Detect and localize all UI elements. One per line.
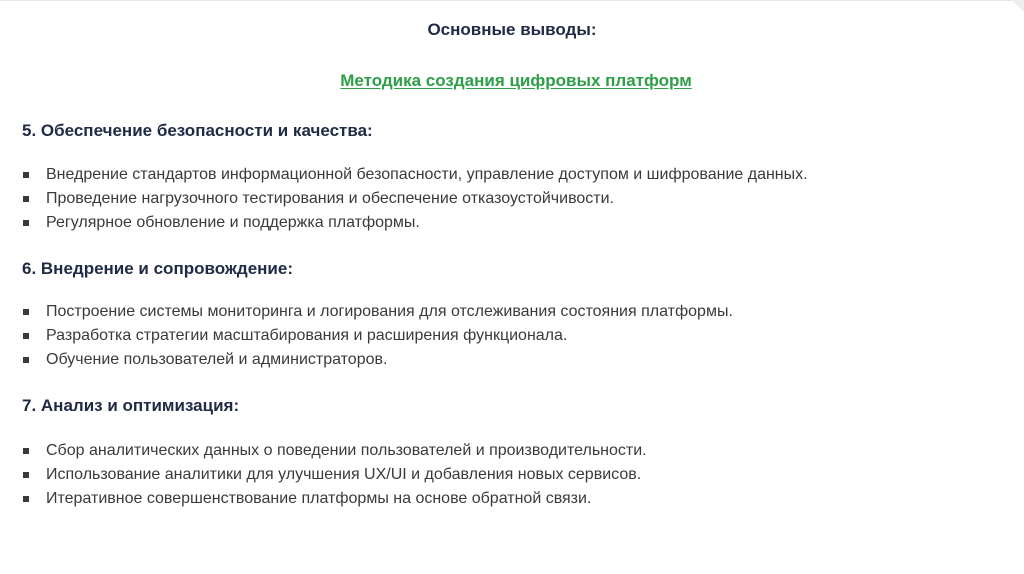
list-item [22, 163, 808, 187]
square-bullet-icon [23, 472, 29, 478]
list-item-text: Сбор аналитических данных о поведении пользователей и производительности. [46, 442, 647, 459]
list-item [22, 187, 808, 211]
list-item [22, 463, 647, 487]
bullet-list-analysis [22, 439, 647, 511]
square-bullet-icon [23, 220, 29, 226]
list-item-text: Регулярное обновление и поддержка платформы. [46, 214, 420, 231]
square-bullet-icon [23, 448, 29, 454]
square-bullet-icon [23, 333, 29, 339]
square-bullet-icon [23, 196, 29, 202]
square-bullet-icon [23, 496, 29, 502]
list-item [22, 348, 733, 372]
list-item-text: Построение системы мониторинга и логирования для отслеживания состояния платформы. [46, 303, 733, 320]
top-divider [0, 0, 1024, 1]
list-item [22, 487, 647, 511]
list-item [22, 324, 733, 348]
list-item-text: Итеративное совершенствование платформы на основе обратной связи. [46, 490, 592, 507]
square-bullet-icon [23, 172, 29, 178]
page-title: Основные выводы: [427, 20, 597, 39]
square-bullet-icon [23, 309, 29, 315]
page-subtitle: Методика создания цифровых платформ [340, 71, 692, 90]
page-corner-icon [1012, 0, 1024, 12]
section-heading-deployment: 6. Внедрение и сопровождение: [22, 259, 293, 278]
bullet-list-deployment [22, 300, 733, 372]
list-item-text: Внедрение стандартов информационной безопасности, управление доступом и шифрование данных. [46, 166, 808, 183]
list-item [22, 300, 733, 324]
list-item [22, 211, 808, 235]
list-item [22, 439, 647, 463]
list-item-text: Проведение нагрузочного тестирования и обеспечение отказоустойчивости. [46, 190, 614, 207]
list-item-text: Обучение пользователей и администраторов. [46, 351, 388, 368]
section-heading-analysis: 7. Анализ и оптимизация: [22, 396, 240, 415]
square-bullet-icon [23, 357, 29, 363]
bullet-list-security [22, 163, 808, 235]
section-heading-security: 5. Обеспечение безопасности и качества: [22, 121, 373, 140]
list-item-text: Разработка стратегии масштабирования и расширения функционала. [46, 327, 568, 344]
list-item-text: Использование аналитики для улучшения UX/UI и добавления новых сервисов. [46, 466, 642, 483]
